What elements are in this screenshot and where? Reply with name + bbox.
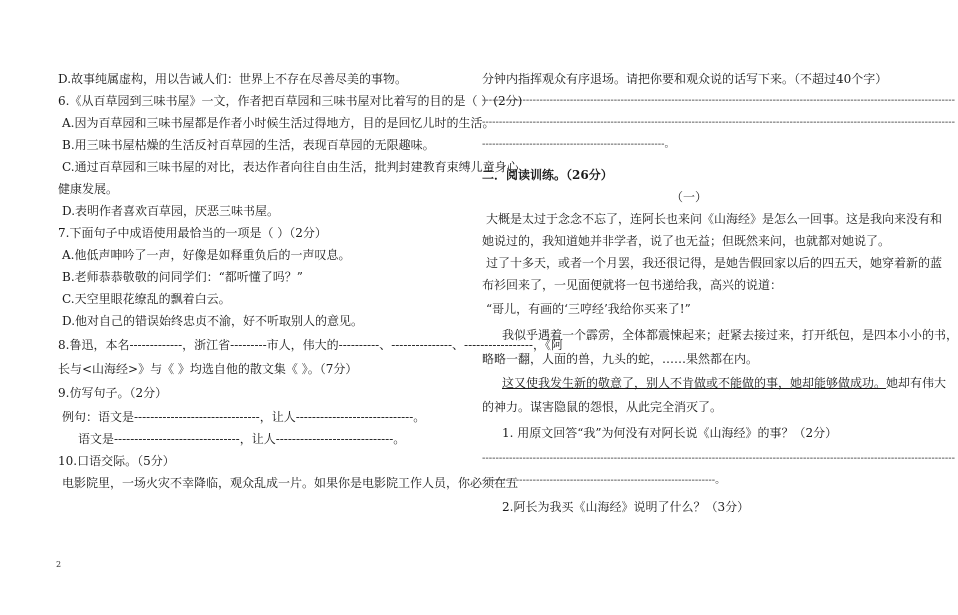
answer-line-1[interactable]: -------------------------------------------------------------------------------------------------------------------------------------------- [482, 95, 956, 106]
question-7-option-c: C.天空里眼花缭乱的飘着白云。 [62, 292, 231, 306]
paragraph-5-line1 [482, 370, 947, 396]
answer-line-3[interactable]: ------------------------------------------------------。 [482, 139, 675, 150]
paragraph-5-rest: 她却有伟大 [886, 376, 947, 390]
paragraph-2-line2: 布衫回来了，一见面便就将一包书递给我，高兴的说道： [482, 278, 783, 292]
question-6-option-c-line2: 健康发展。 [58, 182, 119, 196]
right-column [482, 68, 958, 522]
question-9: 9.仿写句子。（2分） [58, 386, 168, 400]
answer-line-2[interactable]: -------------------------------------------------------------------------------------------------------------------------------------------- [482, 117, 956, 128]
reading-answer-line-2[interactable]: ---------------------------------------------------------------------。 [482, 475, 726, 486]
section-2-heading: 二．阅读训练。（26分） [482, 168, 613, 182]
paragraph-1-line2: 她说过的，我知道她并非学者，说了也无益；但既然来问，也就都对她说了。 [482, 234, 891, 248]
reading-answer-line-1[interactable]: -------------------------------------------------------------------------------------------------------------------------------------------- [482, 453, 956, 464]
question-6-option-a: A.因为百草园和三味书屋都是作者小时候生活过得地方，目的是回忆儿时的生活。 [62, 116, 495, 130]
question-10: 10.口语交际。（5分） [58, 454, 175, 468]
question-10-text: 电影院里，一场火灾不幸降临，观众乱成一片。如果你是电影院工作人员，你必须在五 [62, 476, 519, 490]
paragraph-4-line1: 我似乎遇着一个霹雳，全体都震悚起来；赶紧去接过来，打开纸包，是四本小小的书， [502, 328, 958, 342]
question-6: 6.《从百草园到三味书屋》一文，作者把百草园和三味书屋对比着写的目的是（ ）(2分) [58, 94, 523, 108]
option-d-q5: D.故事纯属虚构，用以告诫人们：世界上不存在尽善尽美的事物。 [58, 72, 408, 86]
question-6-option-d: D.表明作者喜欢百草园，厌恶三味书屋。 [62, 204, 280, 218]
paragraph-5-line2: 的神力。谋害隐鼠的怨恨，从此完全消灭了。 [482, 400, 723, 414]
paragraph-3: “哥儿，有画的‘三哼经’我给你买来了!” [486, 302, 691, 316]
question-9-example: 例句：语文是-------------------------------，让人-----------------------------。 [62, 410, 426, 424]
underlined-sentence: 这又使我发生新的敬意了，别人不肯做或不能做的事，她却能够做成功。 [502, 376, 887, 390]
paragraph-4-line2: 略略一翻，人面的兽，九头的蛇，……果然都在内。 [482, 352, 759, 366]
question-7-option-a: A.他低声呻吟了一声，好像是如释重负后的一声叹息。 [62, 248, 351, 262]
question-8-line2: 长与<山海经>》与《 》均选自他的散文集《 》。（7分） [58, 362, 358, 376]
question-7-option-b: B.老师恭恭敬敬的问同学们：“都听懂了吗？” [62, 270, 303, 284]
reading-question-2: 2.阿长为我买《山海经》说明了什么？（3分） [502, 500, 750, 514]
paragraph-1-line1: 大概是太过于念念不忘了，连阿长也来问《山海经》是怎么一回事。这是我向来没有和 [486, 212, 943, 226]
page-number: 2 [56, 560, 62, 569]
reading-question-1: 1. 用原文回答“我”为何没有对阿长说《山海经》的事？（2分） [502, 426, 838, 440]
question-6-option-b: B.用三味书屋枯燥的生活反衬百草园的生活，表现百草园的无限趣味。 [62, 138, 435, 152]
question-9-answer: 语文是-------------------------------，让人-----------------------------。 [78, 432, 406, 446]
question-7: 7.下面句子中成语使用最恰当的一项是（ ）（2分） [58, 226, 327, 240]
paragraph-2-line1: 过了十多天，或者一个月罢，我还很记得，是她告假回家以后的四五天，她穿着新的蓝 [486, 256, 943, 270]
question-7-option-d: D.他对自己的错误始终忠贞不渝，好不听取别人的意见。 [62, 314, 364, 328]
question-10-continued: 分钟内指挥观众有序退场。请把你要和观众说的话写下来。（不超过40个字） [482, 72, 888, 86]
question-8-line1: 8.鲁迅，本名-------------，浙江省---------市人，伟大的----------、---------------、-----------------，《阿 [58, 338, 563, 352]
part-1-heading: （一） [670, 190, 707, 204]
question-6-option-c-line1: C.通过百草园和三味书屋的对比，表达作者向往自由生活，批判封建教育束缚儿童身心 [62, 160, 519, 174]
